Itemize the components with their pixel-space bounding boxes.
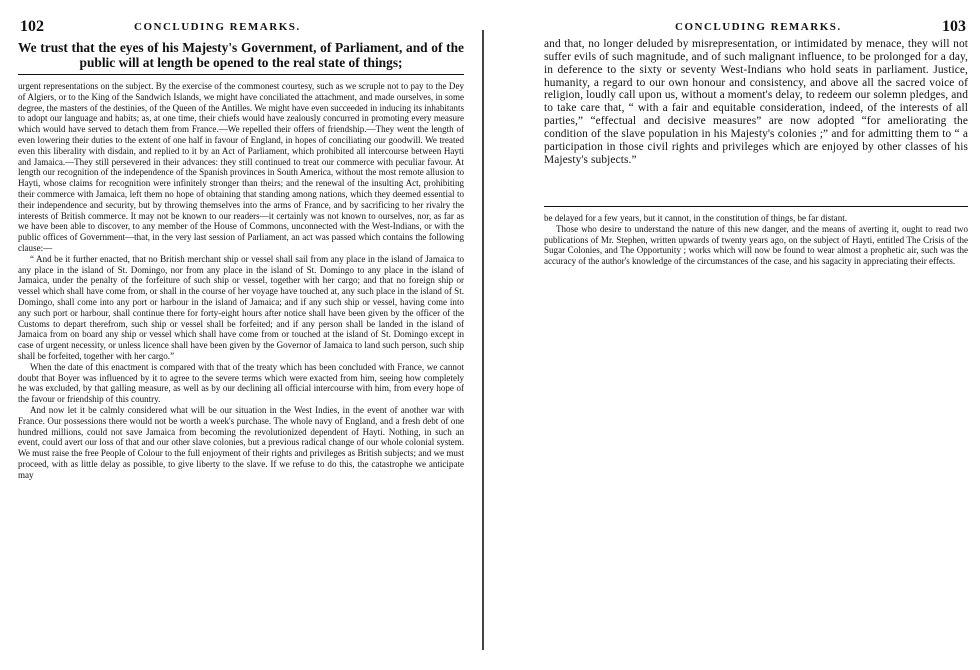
right-large-text: and that, no longer deluded by misrepresentation, or intimidated by menace, they will not suffer evils of such magnitude, and of such malignant influence, to be prolonged for a day, in deference to the sixty or seventy West-Indians who hold seats in parliament. Justice, humanity, a regard to our own honour and consistency, and above all the sacred voice of religion, loudly call upon us, without a moment's delay, to redeem our solemn pledges, and to take care that, “ with a fair and equitable consideration, indeed, of the interests of all parties,” “effectual and decisive measures” are now adopted “for ameliorating the condition of the slave population in his Majesty's colonies ;” and for admitting them to “ a participation in those civil rights and privileges which are enjoyed by other classes of his Majesty's subjects.” bbox=[544, 38, 968, 166]
left-footnote-block bbox=[18, 81, 464, 480]
left-paragraph-2: When the date of this enactment is compared with that of the treaty which has been concluded with France, we cannot doubt that Boyer was influenced by it to agree to the severe terms which were exacted from him, seeing how completely he was excluded, by that galling measure, as well as by our declining all official intercourse with him, from every hope of the favour or friendship of this country. bbox=[18, 361, 464, 405]
left-section-rule bbox=[18, 74, 464, 75]
right-small-paragraph-2: Those who desire to understand the nature of this new danger, and the means of averting it, ought to read two publications of Mr. Stephen, written upwards of twenty years ago, on the subject of Hayti, entitled The Crisis of the Sugar Colonies, and The Opportunity ; works which will now be found to wear almost a prophetic air, such was the accuracy of the author's knowledge of the circumstances of the case, and his sagacity in appreciating their effects. bbox=[544, 223, 968, 267]
left-page-number: 102 bbox=[20, 18, 44, 35]
right-running-head: CONCLUDING REMARKS. bbox=[675, 21, 842, 33]
book-spine-divider bbox=[482, 30, 484, 650]
right-footnote-block bbox=[544, 213, 968, 267]
left-paragraph-3: And now let it be calmly considered what will be our situation in the West Indies, in the event of another war with France. Our possessions there would not be worth a week's purchase. The whole navy of England, and a fresh debt of one hundred millions, could not save Jamaica from becoming the revolutionized dependent of Hayti. Nothing, in such an event, could avert our loss of that and our other slave colonies, but a previous radical change of our whole colonial system. We must raise the free People of Colour to the full enjoyment of their rights and privileges as British subjects; and we must proceed, with as little delay as possible, to give liberty to the slave. If we refuse to do this, the catastrophe we anticipate may bbox=[18, 404, 464, 480]
left-quote: “ And be it further enacted, that no British merchant ship or vessel shall sail from any place in the island of Jamaica to any place in the island of St. Domingo, nor from any place in the island of St. Domingo to any place in the island of Jamaica, under the penalty of the forfeiture of such ship or vessel, together with her cargo; and that no foreign ship or vessel which shall have come from, or shall in the course of her voyage have touched at, any such place in the island of St. Domingo, shall come into any port or harbour in the island of Jamaica; and if any such ship or vessel, having come into any such port or harbour, shall continue there for forty-eight hours after notice shall have been given by the officer of the Customs to depart therefrom, such ship or vessel shall be forfeited; and if any person shall be landed in the island of Jamaica from on board any ship or vessel which shall have come from or touched at the island of St. Domingo except in case of urgent necessity, or unless licence shall have been given by the Governor of Jamaica to land such person, such ship shall be forfeited, together with her cargo.” bbox=[18, 253, 464, 361]
left-page bbox=[0, 0, 480, 670]
left-paragraph-1: urgent representations on the subject. By the exercise of the commonest courtesy, such as we scruple not to pay to the Dey of Algiers, or to the King of the Sandwich Islands, we might have conciliated the attachment, and made ourselves, in some degree, the masters of the destinies, of the Queen of the Antilles. We might have even succeeded in inducing its inhabitants to adopt our language and habits; as, at one time, their chiefs would have zealously concurred in promoting every measure which would have served to detach them from France.—We repelled their offers of friendship.—They went the length of even lowering their duties to the extent of one half in favour of England, in hopes of conciliating our goodwill. We treated even this liberality with disdain, and replied to it by an Act of Parliament, which prohibited all intercourse between Hayti and Jamaica.—They still persevered in their advances: they still continued to treat our commerce with peculiar favour. At length our recognition of the independence of the Spanish provinces in South America, without the most remote allusion to Hayti, whose claims for recognition were infinitely stronger than theirs; and the renewal of the insulting Act, prohibiting their commerce with Jamaica, left them no hope of obtaining that standing among nations, which they deemed essential to their independence and security, but by throwing themselves into the arms of France, and by sacrificing to her rivalry the interests of British commerce. It may not be known to our readers—it certainly was not known to ourselves, nor, as far as we have been able to discover, to any member of the House of Commons, unconnected with the West-Indians, or with the public offices of Government—that, in the very last session of Parliament, an act was passed which contains the following clause:— bbox=[18, 81, 464, 253]
left-running-head: CONCLUDING REMARKS. bbox=[134, 21, 301, 33]
right-section-rule bbox=[544, 206, 968, 207]
right-page bbox=[500, 0, 980, 670]
right-small-paragraph-1: be delayed for a few years, but it cannot, in the constitution of things, be far distant. bbox=[544, 213, 847, 223]
right-page-number: 103 bbox=[942, 18, 966, 35]
left-lead-text: We trust that the eyes of his Majesty's Government, of Parliament, and of the public will at length be opened to the real state of things; bbox=[18, 40, 464, 70]
